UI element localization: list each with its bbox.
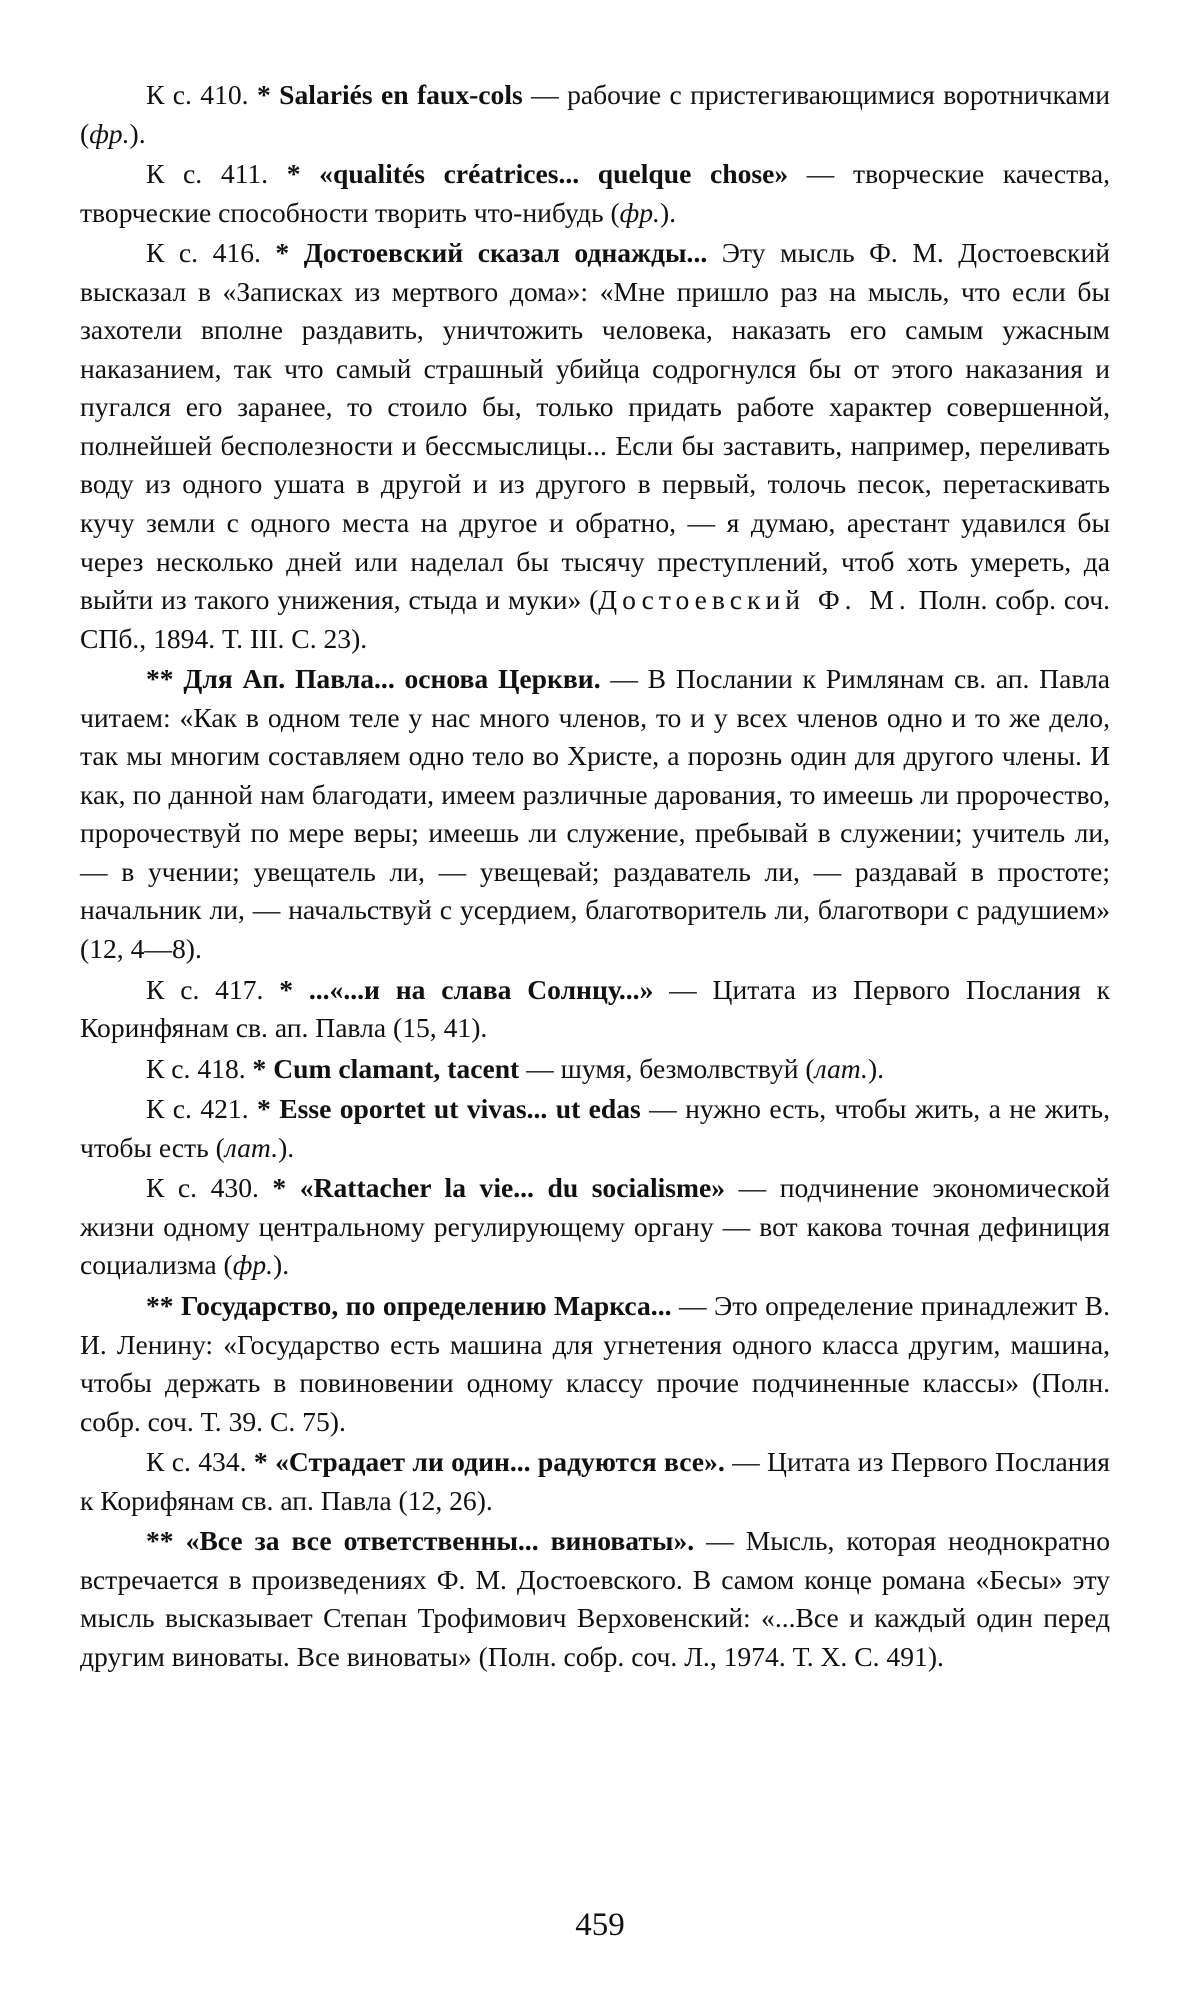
- note-ref: К с. 430.: [146, 1172, 259, 1204]
- note-marker: *: [275, 237, 290, 269]
- note-434: [80, 1443, 1110, 1520]
- note-text: — подчинение экономической жизни одному центральному регулирующему органу — вот какова точная дефиниция социализма (: [80, 1172, 1110, 1281]
- notes-page: [80, 76, 1110, 1678]
- note-text: — Мысль, которая неоднократно встречается в произведениях Ф. М. Достоевского. В самом конце романа «Бесы» эту мысль высказывает Степан Трофимович Верховенский: «...Все и каждый один перед другим виноваты. Все виноваты» (Полн. собр. соч. Л., 1974. Т. X. С. 491).: [80, 1525, 1110, 1672]
- note-marker: *: [253, 1446, 268, 1478]
- note-marker: **: [146, 663, 174, 695]
- note-term: «Страдает ли один... радуются все».: [275, 1446, 725, 1478]
- note-430: [80, 1169, 1110, 1285]
- note-text: Эту мысль Ф. М. Достоевский высказал в «Записках из мертвого дома»: «Мне пришло раз на мысль, что если бы захотели вполне раздавить, уничтожить человека, наказать его самым ужасным наказанием, так что самый страшный убийца содрогнулся бы от этого наказания и пугался его заранее, то стоило бы, только придать работе характер совершенной, полнейшей бесполезности и бессмыслицы... Если бы заставить, например, переливать воду из одного ушата в другой и из другого в первый, толочь песок, перетаскивать кучу земли с одного места на другое и обратно, — я думаю, арестант удавился бы через несколько дней или наделал бы тысячу преступлений, чтоб хоть умереть, да выйти из такого унижения, стыда и муки» (: [80, 237, 1110, 616]
- note-text-end: ).: [867, 1052, 885, 1084]
- note-416-second: [80, 660, 1110, 968]
- note-ref: К с. 411.: [146, 158, 269, 190]
- note-term: Salariés en faux-cols: [279, 79, 523, 110]
- note-text-end: ).: [659, 196, 677, 228]
- note-411: [80, 155, 1110, 232]
- note-ref: К с. 410.: [146, 79, 249, 110]
- note-text: — Цитата из Первого Послания к Коринфянам св. ап. Павла (15, 41).: [80, 973, 1110, 1044]
- note-text: — Это определение принадлежит В. И. Ленину: «Государство есть машина для угнетения одного класса другим, машина, чтобы держать в повиновении одному классу прочие подчиненные классы» (Полн. собр. соч. Т. 39. С. 75).: [80, 1289, 1110, 1437]
- note-term: Esse oportet ut vivas... ut edas: [279, 1093, 641, 1125]
- note-ref: К с. 421.: [146, 1093, 249, 1125]
- note-term: «qualités créatrices... quelque chose»: [319, 158, 789, 190]
- note-410: [80, 76, 1110, 153]
- note-marker: *: [257, 1093, 271, 1125]
- note-lang: фр.: [232, 1249, 274, 1281]
- note-marker: **: [146, 1525, 174, 1557]
- note-marker: *: [272, 1172, 287, 1204]
- note-term: Для Ап. Павла... основа Церкви.: [183, 663, 601, 695]
- note-lang: фр.: [619, 196, 660, 228]
- note-430-second: [80, 1287, 1110, 1441]
- note-lang: фр.: [89, 117, 130, 149]
- note-marker: **: [146, 1289, 174, 1321]
- note-marker: *: [256, 79, 271, 110]
- note-marker: *: [252, 1052, 267, 1084]
- note-text: — творческие качества, творческие способности творить что-нибудь (: [80, 158, 1110, 228]
- note-text: — В Послании к Римлянам св. ап. Павла читаем: «Как в одном теле у нас много членов, то и у всех членов одно и то же дело, так мы многим составляем одно тело во Христе, а порознь один для другого члены. И как, по данной нам благодати, имеем различные дарования, то имеешь ли пророчество, пророчествуй по мере веры; имеешь ли служение, пребывай в служении; учитель ли, — в учении; увещатель ли, — увещевай; раздаватель ли, — раздавай в простоте; начальник ли, — начальствуй с усердием, благотворитель ли, благотвори с радушием» (12, 4—8).: [80, 663, 1111, 965]
- note-term: Государство, по определению Маркса...: [181, 1289, 672, 1321]
- note-ref: К с. 418.: [146, 1052, 246, 1084]
- note-marker: *: [286, 158, 301, 190]
- note-ref: К с. 434.: [146, 1446, 247, 1478]
- note-term: «Все за все ответственны... виноваты».: [185, 1525, 695, 1557]
- note-text: — Цитата из Первого Послания к Корифянам св. ап. Павла (12, 26).: [80, 1446, 1110, 1516]
- note-text: — шумя, безмолвствуй (: [519, 1052, 815, 1084]
- note-421: [80, 1090, 1110, 1167]
- note-text: — нужно есть, чтобы жить, а не жить, чтобы есть (: [80, 1093, 1110, 1163]
- note-lang: лат.: [814, 1052, 868, 1084]
- note-text-end: ).: [278, 1131, 295, 1163]
- note-term: «Rattacher la vie... du socialisme»: [299, 1172, 726, 1204]
- note-text-end: Полн. собр. соч. СПб., 1894. Т. III. С. 23).: [80, 584, 1110, 654]
- note-text-end: ).: [129, 117, 146, 149]
- note-434-second: [80, 1522, 1110, 1676]
- page-number: 459: [575, 1907, 625, 1943]
- note-term: Cum clamant, tacent: [273, 1052, 520, 1084]
- note-416: [80, 234, 1110, 658]
- note-text-end: ).: [273, 1249, 290, 1281]
- note-lang: лат.: [224, 1131, 279, 1163]
- note-text: — рабочие с пристегивающимися воротничками (: [80, 79, 1111, 149]
- note-ref: К с. 416.: [146, 237, 261, 269]
- note-term: ...«...и на слава Солнцу...»: [308, 973, 654, 1005]
- note-marker: *: [279, 973, 294, 1005]
- note-417: [80, 971, 1110, 1048]
- note-418: [80, 1050, 1110, 1089]
- note-term: Достоевский сказал однажды...: [303, 237, 708, 269]
- note-ref: К с. 417.: [146, 973, 264, 1005]
- note-author: Достоевский Ф. М.: [598, 584, 911, 616]
